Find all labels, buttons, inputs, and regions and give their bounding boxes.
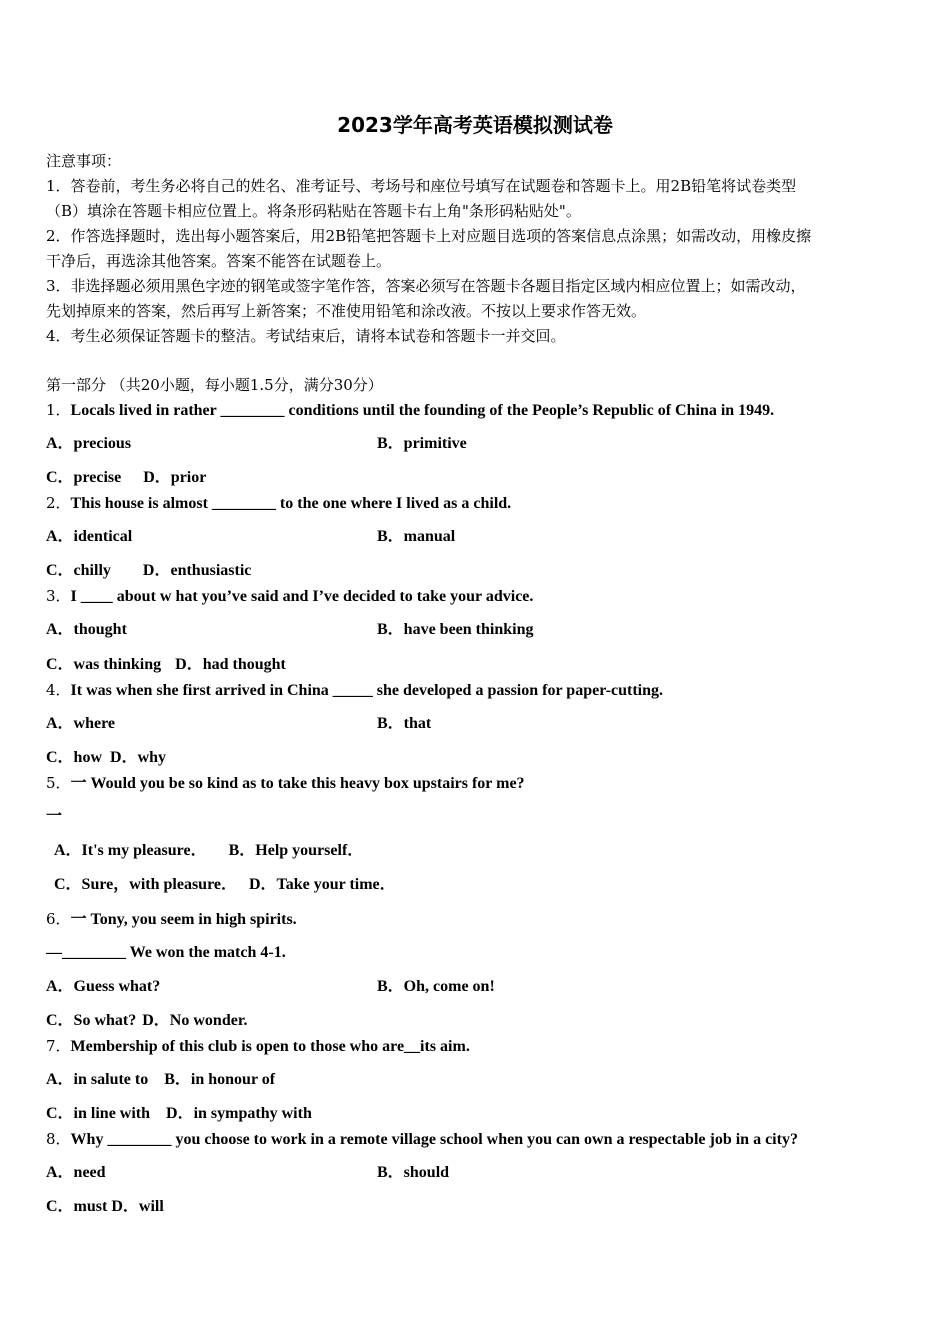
option-d: D．Take your time．	[248, 876, 396, 893]
options-cd	[46, 748, 166, 768]
options-ab	[54, 841, 363, 861]
notice-line: 先划掉原来的答案，然后再写上新答案；不准使用铅笔和涂改液。不按以上要求作答无效。	[46, 302, 647, 320]
notice-line: （B）填涂在答题卡相应位置上。将条形码粘贴在答题卡右上角"条形码粘贴处"。	[46, 202, 581, 220]
option-c: C．Sure，with pleasure．	[54, 876, 237, 893]
option-d: D．had thought	[175, 656, 286, 673]
option-d: D．No wonder.	[142, 1012, 248, 1029]
option-b: B．that	[377, 715, 432, 732]
question-number: 3．	[46, 587, 71, 605]
option-d: D．enthusiastic	[142, 562, 252, 579]
option-c: C．chilly	[46, 562, 111, 579]
question-stem: 4．It was when she first arrived in China _____ she developed a passion for paper-cutting.	[46, 681, 664, 699]
options-cd	[46, 655, 286, 675]
notice-line: 3．非选择题必须用黑色字迹的钢笔或签字笔作答，答案必须写在答题卡各题目指定区域内相应位置上；如需改动，	[46, 277, 806, 295]
option-b: B．Help yourself．	[228, 842, 364, 859]
option-a: A．It's my pleasure．	[54, 842, 207, 859]
notice-heading: 注意事项：	[46, 152, 122, 170]
question-stem: 8．Why ________ you choose to work in a remote village school when you can own a respectable job in a city?	[46, 1130, 798, 1148]
question-number: 4．	[46, 681, 71, 699]
option-d: D．will	[111, 1198, 164, 1215]
question-stem: 3．I ____ about w hat you’ve said and I’ve decided to take your advice.	[46, 587, 534, 605]
options-cd	[46, 1197, 164, 1217]
option-d: D．in sympathy with	[166, 1105, 312, 1122]
reply-line: 一	[46, 808, 63, 825]
notice-line: 1．答卷前，考生务必将自己的姓名、准考证号、考场号和座位号填写在试题卷和答题卡上。用2B铅笔将试卷类型	[46, 177, 797, 195]
option-b: B．have been thinking	[377, 621, 534, 638]
question-stem: 6．一 Tony, you seem in high spirits.	[46, 910, 297, 928]
page-title: 2023学年高考英语模拟测试卷	[337, 113, 613, 137]
option-b: B．should	[377, 1164, 450, 1181]
notice-line: 4．考生必须保证答题卡的整洁。考试结束后，请将本试卷和答题卡一并交回。	[46, 327, 566, 345]
option-c: C．in line with	[46, 1105, 151, 1122]
options-cd	[46, 1011, 247, 1031]
option-a: A．precious	[46, 435, 132, 452]
question-stem: 5．一 Would you be so kind as to take this heavy box upstairs for me?	[46, 774, 525, 792]
option-c: C．must	[46, 1198, 108, 1215]
option-a: A．need	[46, 1164, 106, 1181]
question-stem: 2．This house is almost ________ to the one where I lived as a child.	[46, 494, 512, 512]
question-number: 7．	[46, 1037, 71, 1055]
option-b: B．primitive	[377, 435, 467, 452]
options-cd	[46, 1104, 312, 1124]
option-b: B．in honour of	[164, 1071, 276, 1088]
option-b: B．Oh, come on!	[377, 978, 495, 995]
reply-line: —________ We won the match 4-1.	[46, 944, 286, 961]
question-stem: 1．Locals lived in rather ________ conditions until the founding of the People’s Republic of China in 1949.	[46, 401, 775, 419]
question-number: 5．	[46, 774, 71, 792]
options-cd	[46, 468, 206, 488]
option-a: A．where	[46, 715, 116, 732]
options-cd	[46, 561, 251, 581]
option-a: A．thought	[46, 621, 127, 638]
option-c: C．precise	[46, 469, 122, 486]
option-b: B．manual	[377, 528, 456, 545]
options-ab	[46, 1070, 275, 1090]
option-a: A．identical	[46, 528, 133, 545]
option-c: C．So what?	[46, 1012, 137, 1029]
question-number: 1．	[46, 401, 71, 419]
option-c: C．was thinking	[46, 656, 162, 673]
notice-line: 干净后，再选涂其他答案。答案不能答在试题卷上。	[46, 252, 392, 270]
option-d: D．prior	[143, 469, 207, 486]
option-a: A．Guess what?	[46, 978, 161, 995]
question-number: 6．	[46, 910, 71, 928]
question-number: 8．	[46, 1130, 71, 1148]
notice-line: 2．作答选择题时，选出每小题答案后，用2B铅笔把答题卡上对应题目选项的答案信息点涂黑；如需改动，用橡皮擦	[46, 227, 812, 245]
option-a: A．in salute to	[46, 1071, 149, 1088]
option-d: D．why	[110, 749, 167, 766]
options-cd	[54, 875, 396, 895]
section-heading: 第一部分 （共20小题，每小题1.5分，满分30分）	[46, 376, 383, 394]
option-c: C．how	[46, 749, 103, 766]
question-stem: 7．Membership of this club is open to those who are__its aim.	[46, 1037, 470, 1055]
question-number: 2．	[46, 494, 71, 512]
